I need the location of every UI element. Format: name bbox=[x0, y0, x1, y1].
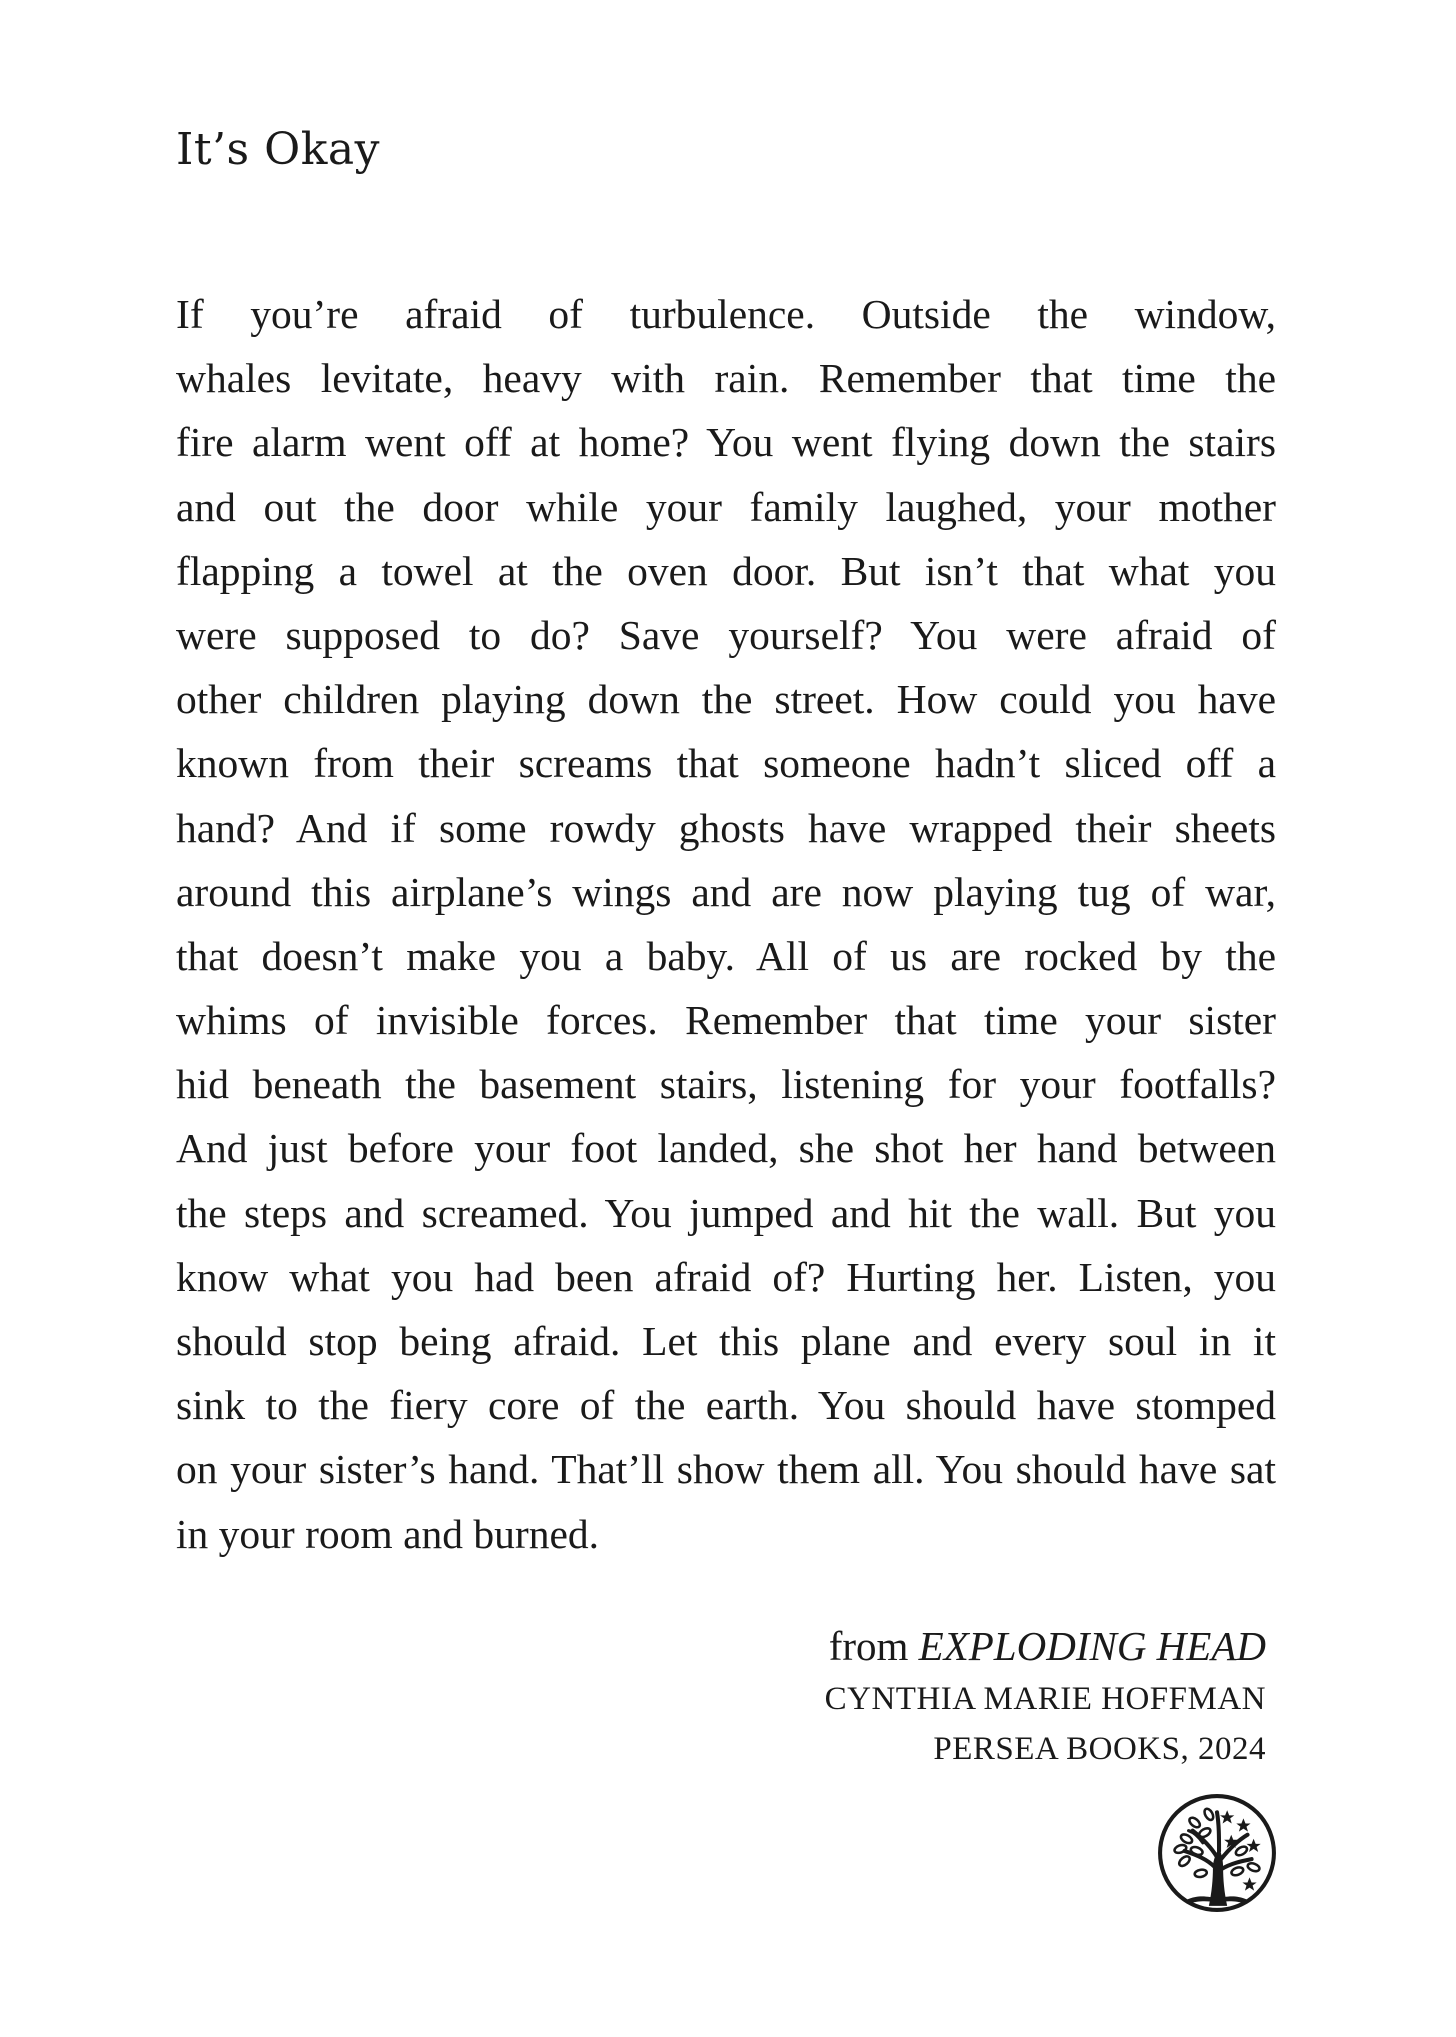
credit-from-line bbox=[825, 1618, 1266, 1674]
poem-line: that doesn’t make you a baby. All of us are rocked by the bbox=[176, 932, 1276, 979]
poem-line: hand? And if some rowdy ghosts have wrapped their sheets bbox=[176, 804, 1276, 851]
poem-line: whims of invisible forces. Remember that time your sister bbox=[176, 997, 1276, 1044]
poem-line: sink to the fiery core of the earth. You should have stomped bbox=[176, 1382, 1276, 1429]
poem-title: It’s Okay bbox=[176, 124, 380, 175]
poem-line: around this airplane’s wings and are now playing tug of war, bbox=[176, 868, 1276, 915]
poem-line: the steps and screamed. You jumped and hit the wall. But you bbox=[176, 1189, 1276, 1236]
poem-line: were supposed to do? Save yourself? You were afraid of bbox=[176, 611, 1276, 658]
poem-body bbox=[176, 282, 1276, 1566]
credit-from-prefix: from bbox=[828, 1623, 919, 1669]
poem-line: and out the door while your family laughed, your mother bbox=[176, 483, 1276, 530]
poem-line: whales levitate, heavy with rain. Remember that time the bbox=[176, 355, 1276, 402]
poem-line: in your room and burned. bbox=[176, 1510, 599, 1557]
poem-line: known from their screams that someone hadn’t sliced off a bbox=[176, 740, 1276, 787]
poem-line: know what you had been afraid of? Hurting her. Listen, you bbox=[176, 1253, 1276, 1300]
poem-line: fire alarm went off at home? You went flying down the stairs bbox=[176, 419, 1276, 466]
poem-line: on your sister’s hand. That’ll show them all. You should have sat bbox=[176, 1446, 1276, 1493]
poem-line: If you’re afraid of turbulence. Outside the window, bbox=[176, 291, 1276, 337]
poem-line: flapping a towel at the oven door. But isn’t that what you bbox=[176, 547, 1276, 594]
poem-line: should stop being afraid. Let this plane and every soul in it bbox=[176, 1318, 1276, 1364]
poem-line: other children playing down the street. How could you have bbox=[176, 676, 1276, 723]
poem-line: And just before your foot landed, she shot her hand between bbox=[176, 1125, 1276, 1172]
tree-in-circle-icon bbox=[1156, 1792, 1278, 1914]
publisher-year: PERSEA BOOKS, 2024 bbox=[933, 1731, 1266, 1767]
author-name: CYNTHIA MARIE HOFFMAN bbox=[824, 1681, 1266, 1717]
source-credit bbox=[825, 1618, 1266, 1774]
book-title: EXPLODING HEAD bbox=[918, 1623, 1266, 1669]
poem-line: hid beneath the basement stairs, listening for your footfalls? bbox=[176, 1061, 1276, 1108]
